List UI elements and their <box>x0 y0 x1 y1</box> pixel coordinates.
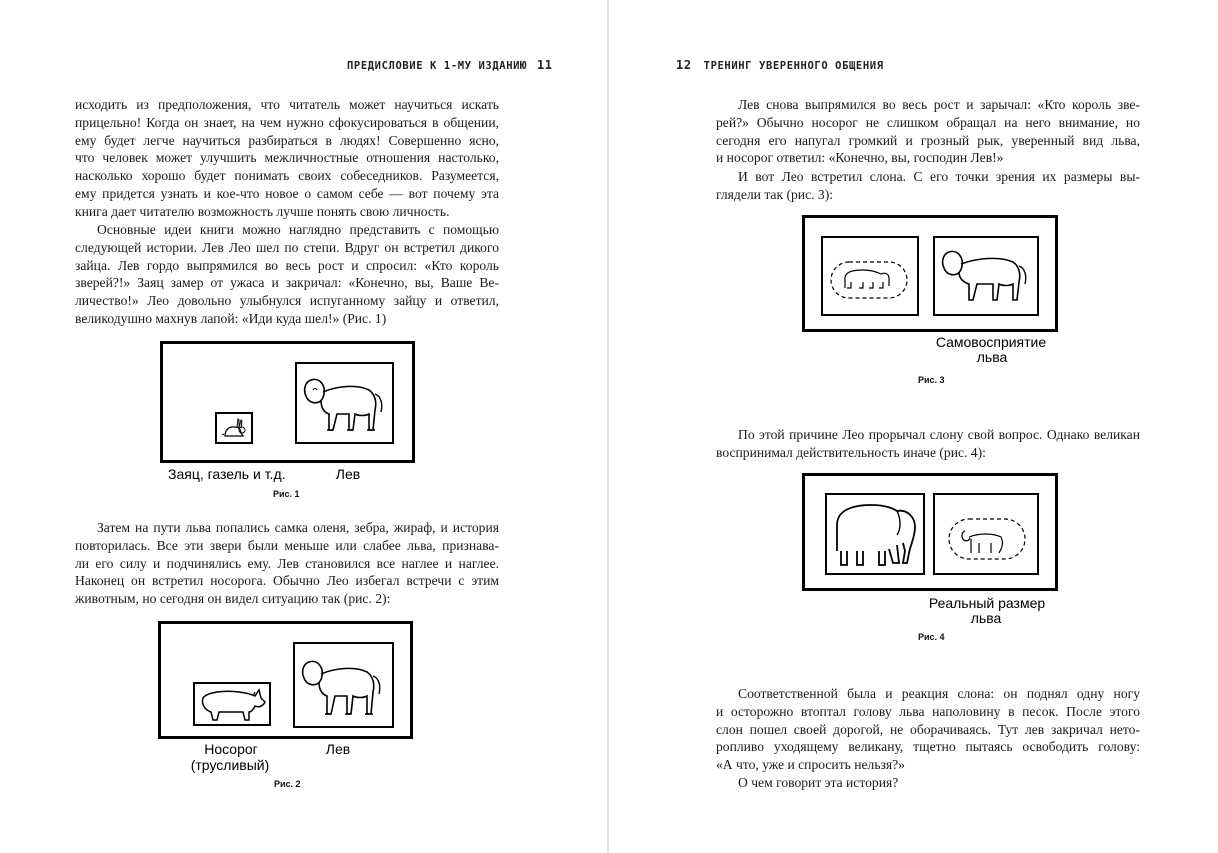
text-line: следующей истории. Лев Лео шел по степи. Вдруг он встретил дикого <box>75 239 499 255</box>
text-line: великодушно махнув лапой: «Иди куда шел!» (Рис. 1) <box>75 310 387 326</box>
text-line: насколько хорошо будет понимать своих собеседников. Разумеется, <box>75 168 499 184</box>
right-paragraph-1 <box>716 96 1140 167</box>
fig4-caption-1: Реальный размер <box>928 595 1046 611</box>
small-lion-icon <box>935 495 1037 573</box>
left-header-title: ПРЕДИСЛОВИЕ К 1-МУ ИЗДАНИЮ <box>347 60 527 72</box>
small-elephant-icon <box>823 238 917 314</box>
right-page-number: 12 <box>676 58 692 72</box>
text-line: и носорог ответил: «Конечно, вы, господин Лев!» <box>716 150 1004 166</box>
fig4-label: Рис. 4 <box>918 632 945 642</box>
text-line: сегодня его напугал громкий и грозный рык, уверенный вид льва, <box>716 132 1140 148</box>
figure-2-frame <box>158 621 413 739</box>
fig1-caption-lion: Лев <box>335 466 361 482</box>
figure-3-frame <box>802 215 1058 332</box>
text-line: Затем на пути льва попались самка оленя, зебра, жираф, и история <box>97 520 499 535</box>
right-running-header <box>676 58 884 72</box>
text-line: О чем говорит эта история? <box>738 774 899 790</box>
fig2-caption-rhino-1: Носорог <box>204 741 258 757</box>
fig3-caption-1: Самовосприятие <box>935 334 1047 350</box>
rhino-icon <box>195 684 269 724</box>
fig2-caption-lion: Лев <box>325 741 351 757</box>
elephant-box <box>825 493 925 575</box>
figure-1-frame <box>160 341 415 463</box>
text-line: животным, но сегодня он видел ситуацию так (рис. 2): <box>75 591 391 607</box>
figure-4-frame <box>802 473 1058 591</box>
text-line: ли его силу и подчинялись ему. Лев становился все наглее и наглее. <box>75 555 499 571</box>
left-page-number: 11 <box>536 58 553 72</box>
text-line: повторилась. Все эти звери были меньше или слабее льва, признава- <box>75 537 499 553</box>
text-line: зверей?!» Заяц замер от ужаса и закричал: «Конечно, вы, Ваше Ве- <box>75 275 499 291</box>
text-line: рей?» Обычно носорог не слишком обращал на него внимание, но <box>716 114 1140 130</box>
fig2-label: Рис. 2 <box>274 779 301 789</box>
fig3-caption-2: льва <box>976 349 1008 365</box>
text-line: зайца. Лев гордо выпрямился во весь рост и спросил: «Кто король <box>75 257 499 273</box>
text-line: и осторожно втоптал голову льва наполовину в песок. После этого <box>716 703 1140 719</box>
figure-3 <box>802 215 1060 390</box>
text-line: Соответственной была и реакция слона: он поднял одну ногу <box>738 686 1140 701</box>
left-paragraph-2 <box>75 221 499 328</box>
text-line: воспринимал действительность иначе (рис. 4): <box>716 444 986 460</box>
lion-box-fig2 <box>293 642 394 728</box>
text-line: Наконец он встретил носорога. Обычно Лео избегал встречи с этим <box>75 573 499 589</box>
real-lion-box <box>933 493 1039 575</box>
right-paragraph-4 <box>716 685 1140 792</box>
rhino-box <box>193 682 271 726</box>
left-paragraph-1 <box>75 96 499 221</box>
text-line: личество!» Лео довольно улыбнулся испуганному зайцу и ответил, <box>75 293 499 309</box>
right-paragraph-3 <box>716 426 1140 462</box>
figure-2 <box>158 621 416 796</box>
figure-1 <box>160 341 416 506</box>
fig2-caption-rhino-2: (трусливый) <box>190 757 270 773</box>
fig3-label: Рис. 3 <box>918 375 945 385</box>
fig4-caption-2: льва <box>970 610 1002 626</box>
text-line: глядели так (рис. 3): <box>716 186 834 202</box>
text-line: прицельно! Когда он знает, на чем нужно сфокусироваться в общении, <box>75 114 499 130</box>
elephant-icon <box>827 495 923 573</box>
hare-icon <box>217 414 251 442</box>
fig1-label: Рис. 1 <box>273 489 300 499</box>
text-line: ропливо уходящему великану, тщетно пытаясь освободить голову: <box>716 739 1140 755</box>
left-paragraph-3 <box>75 519 499 608</box>
self-view-box <box>821 236 919 316</box>
text-line: Основные идеи книги можно наглядно представить с помощью <box>97 222 499 237</box>
lion-icon <box>935 238 1037 314</box>
right-header-title: ТРЕНИНГ УВЕРЕННОГО ОБЩЕНИЯ <box>703 60 884 72</box>
lion-box-fig3 <box>933 236 1039 316</box>
text-line: книга дает читателю возможность лучше понять свою личность. <box>75 203 450 219</box>
figure-4 <box>802 473 1060 648</box>
text-line: ему придется узнать и кое-что новое о самом себе — вот почему эта <box>75 185 499 201</box>
lion-box-fig1 <box>295 362 394 444</box>
text-line: Лев снова выпрямился во весь рост и зарычал: «Кто король зве- <box>738 97 1140 112</box>
text-line: исходить из предположения, что читатель может научиться искать <box>75 97 499 112</box>
text-line: По этой причине Лео прорычал слону свой вопрос. Однако великан <box>738 427 1140 442</box>
text-line: И вот Лео встретил слона. С его точки зрения их размеры вы- <box>738 169 1140 184</box>
lion-icon <box>295 644 392 726</box>
left-running-header <box>347 58 553 72</box>
fig1-caption-hare: Заяц, газель и т.д. <box>168 466 286 482</box>
text-line: «А что, уже и спросить нельзя?» <box>716 757 905 773</box>
lion-icon <box>297 364 392 442</box>
right-page <box>609 0 1218 853</box>
left-page <box>0 0 608 853</box>
text-line: слон пошел своей дорогой, не оборачиваясь. Тут лев закричал нето- <box>716 721 1140 737</box>
text-line: что человек может улучшить межличностные отношения настолько, <box>75 150 499 166</box>
hare-box <box>215 412 253 444</box>
text-line: ему будет легче научиться разбираться в людях! Совершенно ясно, <box>75 132 499 148</box>
right-paragraph-2 <box>716 168 1140 204</box>
